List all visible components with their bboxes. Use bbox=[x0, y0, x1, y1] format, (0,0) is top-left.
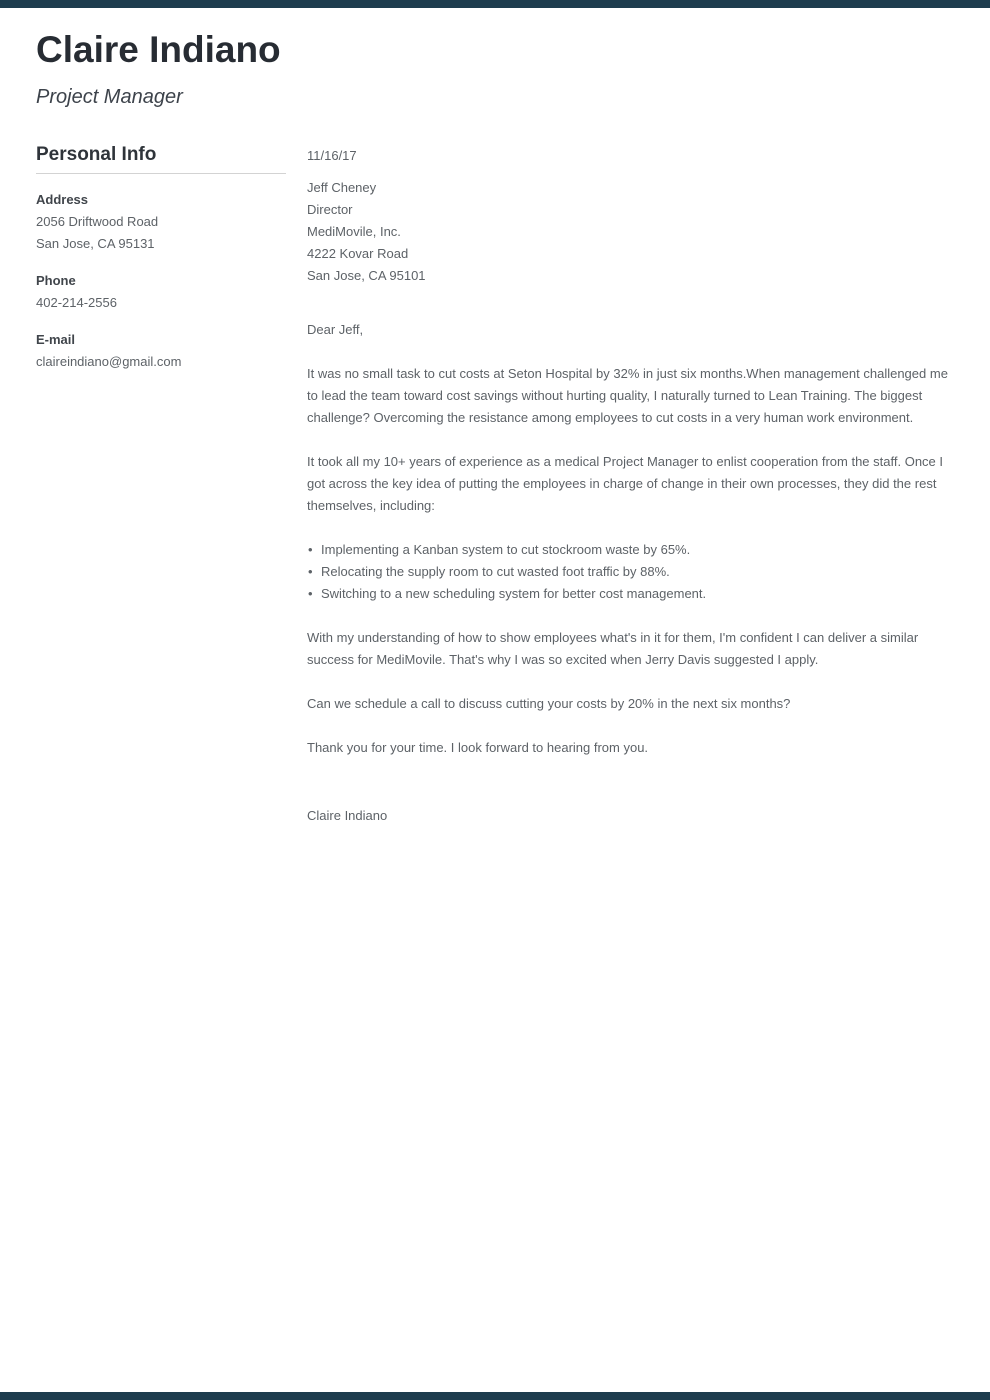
signature: Claire Indiano bbox=[307, 808, 388, 823]
paragraph-thanks: Thank you for your time. I look forward to hearing from you. bbox=[307, 740, 649, 755]
email-label: E-mail bbox=[36, 332, 76, 347]
address-line: 2056 Driftwood Road bbox=[36, 214, 159, 229]
phone-field bbox=[36, 270, 286, 314]
content-columns bbox=[0, 145, 990, 827]
email-field bbox=[36, 329, 286, 373]
address-line: San Jose, CA 95131 bbox=[36, 236, 155, 251]
paragraph-intro: It was no small task to cut costs at Seton Hospital by 32% in just six months.When management challenged me to lead the team toward cost savings without hurting quality, I naturally turned to Lean Training. The biggest challenge? Overcoming the resistance among employees to cut costs in a very human work environment. bbox=[307, 366, 948, 425]
salutation: Dear Jeff, bbox=[307, 322, 364, 337]
top-accent-bar bbox=[0, 0, 990, 8]
paragraph-experience: It took all my 10+ years of experience as a medical Project Manager to enlist cooperation from the staff. Once I got across the key idea of putting the employees in charge of change in their own processes, they did the rest themselves, including: bbox=[307, 454, 943, 513]
address-label: Address bbox=[36, 192, 89, 207]
recipient-company: MediMovile, Inc. bbox=[307, 224, 401, 239]
bottom-accent-bar bbox=[0, 1392, 990, 1400]
phone-value: 402-214-2556 bbox=[36, 295, 117, 310]
phone-label: Phone bbox=[36, 273, 76, 288]
job-title: Project Manager bbox=[36, 86, 183, 108]
letter-date: 11/16/17 bbox=[307, 148, 357, 163]
letter-body bbox=[307, 145, 950, 827]
letter-header bbox=[0, 0, 990, 111]
person-name: Claire Indiano bbox=[36, 29, 281, 70]
recipient-name: Jeff Cheney bbox=[307, 180, 377, 195]
achievement-item: • Switching to a new scheduling system for better cost management. bbox=[307, 583, 950, 605]
paragraph-pitch: With my understanding of how to show employees what's in it for them, I'm confident I can deliver a similar success for MediMovile. That's why I was so excited when Jerry Davis suggested I apply. bbox=[307, 630, 919, 667]
paragraph-call-to-action: Can we schedule a call to discuss cutting your costs by 20% in the next six months? bbox=[307, 696, 791, 711]
recipient-block bbox=[307, 177, 950, 287]
recipient-street: 4222 Kovar Road bbox=[307, 246, 409, 261]
recipient-city: San Jose, CA 95101 bbox=[307, 268, 426, 283]
recipient-title: Director bbox=[307, 202, 353, 217]
sidebar-divider bbox=[36, 173, 286, 174]
achievements-list bbox=[307, 539, 950, 605]
sidebar-heading: Personal Info bbox=[36, 144, 157, 165]
achievement-item: • Implementing a Kanban system to cut stockroom waste by 65%. bbox=[307, 539, 950, 561]
personal-info-sidebar bbox=[36, 145, 286, 827]
address-field bbox=[36, 189, 286, 255]
email-value: claireindiano@gmail.com bbox=[36, 354, 182, 369]
achievement-item: • Relocating the supply room to cut wasted foot traffic by 88%. bbox=[307, 561, 950, 583]
